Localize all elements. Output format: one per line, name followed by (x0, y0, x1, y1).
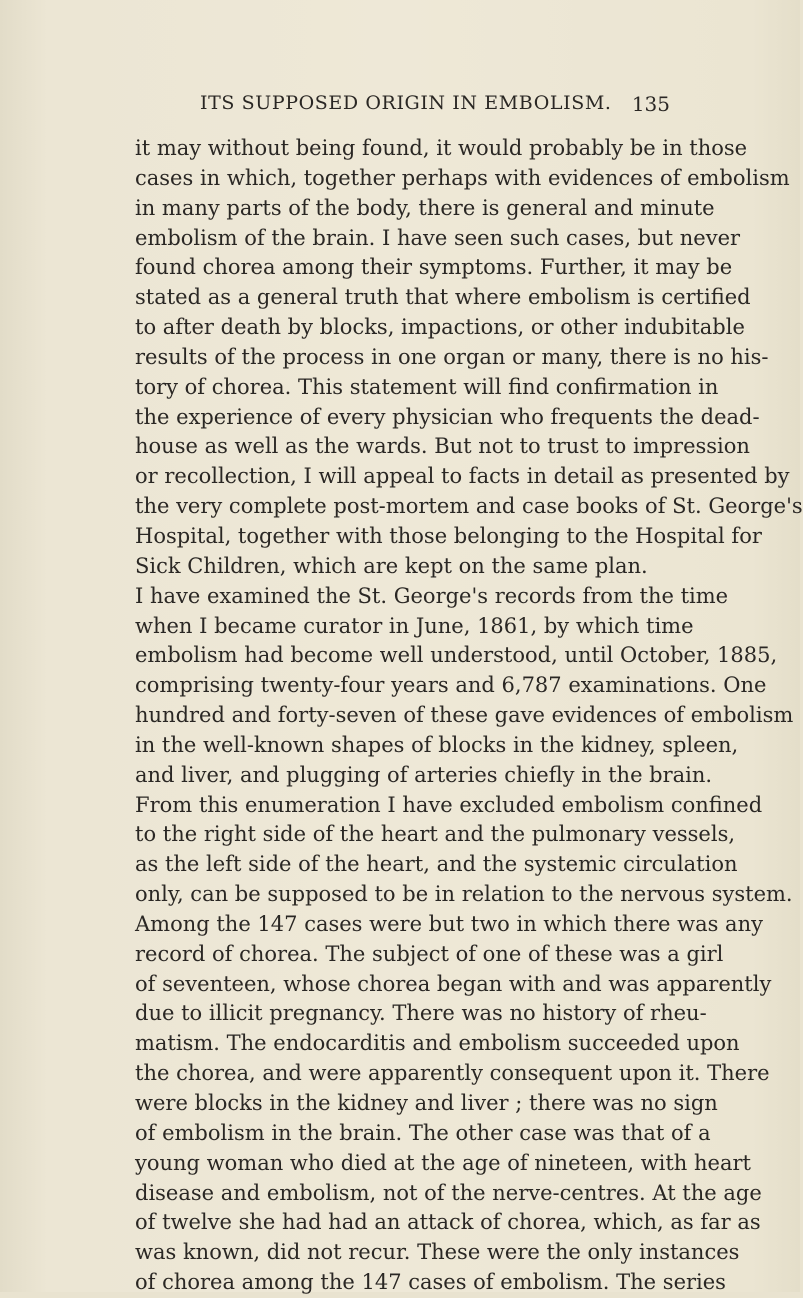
text-line: Hospital, together with those belonging to the Hospital for (135, 523, 762, 548)
text-line: embolism of the brain. I have seen such cases, but never (135, 225, 741, 250)
text-line: house as well as the wards. But not to trust to impression (135, 434, 750, 459)
text-line: Among the 147 cases were but two in which there was any (135, 911, 763, 936)
text-line: in many parts of the body, there is general and minute (135, 195, 715, 220)
text-line: young woman who died at the age of nineteen, with heart (135, 1150, 751, 1175)
text-line: the experience of every physician who frequents the dead- (135, 404, 760, 429)
text-line: it may without being found, it would probably be in those (135, 136, 748, 160)
text-line: cases in which, together perhaps with evidences of embolism (135, 165, 790, 190)
body-text (135, 134, 803, 1298)
text-line: when I became curator in June, 1861, by which time (135, 613, 694, 638)
text-line: the very complete post-mortem and case books of St. George's (135, 494, 803, 519)
text-line: I have examined the St. George's records from the time (135, 583, 729, 608)
text-line: of seventeen, whose chorea began with and was apparently (135, 971, 772, 996)
text-line: Sick Children, which are kept on the same plan. (135, 553, 648, 578)
text-line: or recollection, I will appeal to facts in detail as presented by (135, 464, 790, 489)
text-line: From this enumeration I have excluded embolism confined (135, 792, 763, 817)
page-header (190, 92, 670, 122)
text-line: in the well-known shapes of blocks in the kidney, spleen, (135, 732, 739, 757)
text-line: was known, did not recur. These were the only instances (135, 1240, 740, 1265)
text-line: of chorea among the 147 cases of embolism. The series (135, 1270, 726, 1295)
text-line: of embolism in the brain. The other case was that of a (135, 1120, 711, 1145)
text-line: were blocks in the kidney and liver ; there was no sign (135, 1091, 718, 1115)
text-line: to after death by blocks, impactions, or other indubitable (135, 315, 745, 340)
text-line: hundred and forty-seven of these gave evidences of embolism (135, 703, 794, 728)
text-line: due to illicit pregnancy. There was no history of rheu- (135, 1001, 707, 1026)
text-line: tory of chorea. This statement will find confirmation in (135, 374, 719, 399)
text-line: found chorea among their symptoms. Further, it may be (135, 255, 733, 280)
text-line: matism. The endocarditis and embolism succeeded upon (135, 1031, 740, 1056)
text-line: and liver, and plugging of arteries chiefly in the brain. (135, 762, 713, 787)
text-line: the chorea, and were apparently consequent upon it. There (135, 1061, 770, 1086)
page-number: 135 (631, 92, 670, 116)
text-line: results of the process in one organ or many, there is no his- (135, 344, 769, 369)
text-line: only, can be supposed to be in relation to the nervous system. (135, 882, 793, 907)
text-line: as the left side of the heart, and the systemic circulation (135, 852, 738, 877)
text-line: embolism had become well understood, until October, 1885, (135, 643, 778, 668)
text-line: of twelve she had had an attack of chorea, which, as far as (135, 1210, 761, 1235)
text-line: to the right side of the heart and the pulmonary vessels, (135, 822, 736, 847)
text-line: disease and embolism, not of the nerve-centres. At the age (135, 1180, 762, 1205)
running-head: ITS SUPPOSED ORIGIN IN EMBOLISM. (200, 92, 612, 114)
text-line: comprising twenty-four years and 6,787 examinations. One (135, 673, 767, 698)
text-line: record of chorea. The subject of one of these was a girl (135, 941, 724, 966)
text-line: stated as a general truth that where embolism is certified (135, 285, 751, 310)
